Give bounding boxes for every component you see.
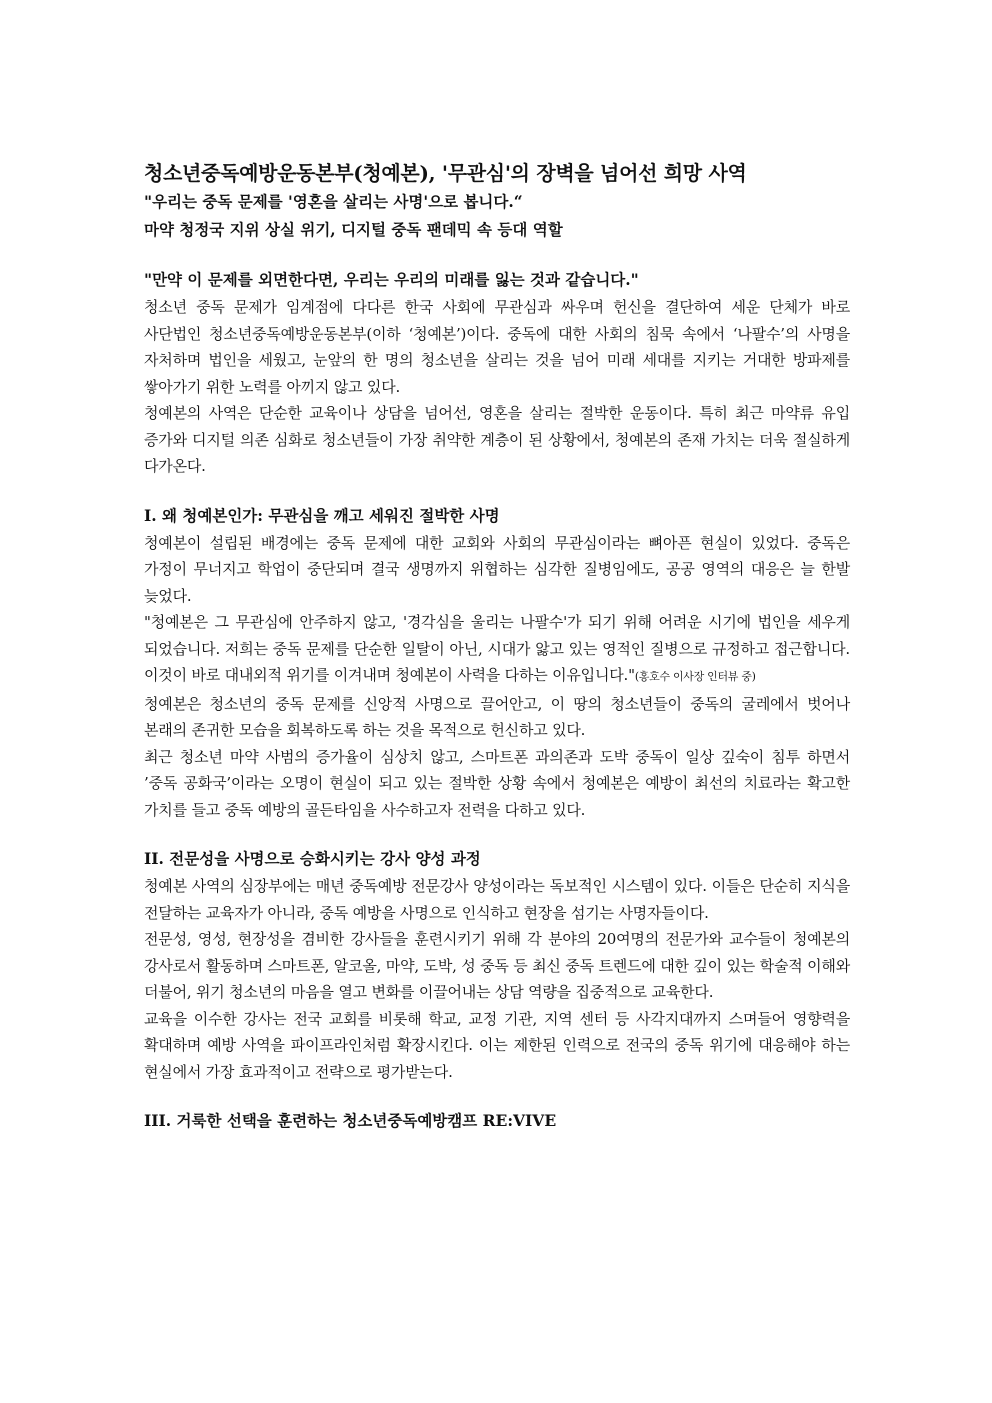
document-page xyxy=(144,158,850,1135)
spacer xyxy=(144,1085,850,1107)
section-heading-3: III. 거룩한 선택을 훈련하는 청소년중독예방캠프 RE:VIVE xyxy=(144,1111,557,1130)
interview-quote-source: (홍호수 이사장 인터뷰 중) xyxy=(634,670,756,683)
spacer xyxy=(144,823,850,845)
section1-paragraph: 청예본이 설립된 배경에는 중독 문제에 대한 교회와 사회의 무관심이라는 뼈아픈 현실이 있었다. 중독은 가정이 무너지고 학업이 중단되며 결국 생명까지 위협하는 심각한 질병임에도, 공공 영역의 대응은 늘 한발 늦었다. xyxy=(144,533,850,605)
section-heading-2: II. 전문성을 사명으로 승화시키는 강사 양성 과정 xyxy=(144,849,481,868)
section2-paragraph: 청예본 사역의 심장부에는 매년 중독예방 전문강사 양성이라는 독보적인 시스템이 있다. 이들은 단순히 지식을 전달하는 교육자가 아니라, 중독 예방을 사명으로 인식하고 현장을 섬기는 사명자들이다. xyxy=(144,877,850,922)
intro-paragraph: 청예본의 사역은 단순한 교육이나 상담을 넘어선, 영혼을 살리는 절박한 운동이다. 특히 최근 마약류 유입 증가와 디지털 의존 심화로 청소년들이 가장 취약한 계층이 된 상황에서, 청예본의 존재 가치는 더욱 절실하게 다가온다. xyxy=(144,404,850,475)
spacer xyxy=(144,244,850,266)
article-subtitle-tagline: 마약 청정국 지위 상실 위기, 디지털 중독 팬데믹 속 등대 역할 xyxy=(144,220,563,239)
section1-interview-quote xyxy=(144,609,850,691)
interview-quote-text: "청예본은 그 무관심에 안주하지 않고, '경각심을 울리는 나팔수'가 되기 위해 어려운 시기에 법인을 세우게 되었습니다. 저희는 중독 문제를 단순한 일탈이 아닌, 시대가 앓고 있는 영적인 질병으로 규정하고 접근합니다. 이것이 바로 대내외적 위기를 이겨내며 청예본이 사력을 다하는 이유입니다." xyxy=(144,613,850,684)
section-heading-1: I. 왜 청예본인가: 무관심을 깨고 세워진 절박한 사명 xyxy=(144,505,500,525)
section2-paragraph: 교육을 이수한 강사는 전국 교회를 비롯해 학교, 교정 기관, 지역 센터 등 사각지대까지 스며들어 영향력을 확대하며 예방 사역을 파이프라인처럼 확장시킨다. 이는 제한된 인력으로 전국의 중독 위기에 대응해야 하는 현실에서 가장 효과적이고 전략으로 평가받는다. xyxy=(144,1009,850,1081)
spacer xyxy=(144,480,850,502)
section1-paragraph: 청예본은 청소년의 중독 문제를 신앙적 사명으로 끌어안고, 이 땅의 청소년들이 중독의 굴레에서 벗어나 본래의 존귀한 모습을 회복하도록 하는 것을 목적으로 헌신하고 있다. xyxy=(144,694,850,739)
article-title: 청소년중독예방운동본부(청예본), '무관심'의 장벽을 넘어선 희망 사역 xyxy=(144,161,747,185)
article-subtitle-quote: "우리는 중독 문제를 '영혼을 살리는 사명'으로 봅니다.“ xyxy=(144,192,523,211)
section1-paragraph: 최근 청소년 마약 사범의 증가율이 심상치 않고, 스마트폰 과의존과 도박 중독이 일상 깊숙이 침투 하면서 ’중독 공화국’이라는 오명이 현실이 되고 있는 절박한 상황 속에서 청예본은 예방이 최선의 치료라는 확고한 가치를 들고 중독 예방의 골든타임을 사수하고자 전력을 다하고 있다. xyxy=(144,747,850,819)
section2-paragraph: 전문성, 영성, 현장성을 겸비한 강사들을 훈련시키기 위해 각 분야의 20여명의 전문가와 교수들이 청예본의 강사로서 활동하며 스마트폰, 알코올, 마약, 도박, 성 중독 등 최신 중독 트렌드에 대한 깊이 있는 학술적 이해와 더불어, 위기 청소년의 마음을 열고 변화를 이끌어내는 상담 역량을 집중적으로 교육한다. xyxy=(144,930,850,1001)
intro-paragraph: 청소년 중독 문제가 임계점에 다다른 한국 사회에 무관심과 싸우며 헌신을 결단하여 세운 단체가 바로 사단법인 청소년중독예방운동본부(이하 ‘청예본’)이다. 중독에 대한 사회의 침묵 속에서 ‘나팔수’의 사명을 자처하며 법인을 세웠고, 눈앞의 한 명의 청소년을 살리는 것을 넘어 미래 세대를 지키는 거대한 방파제를 쌓아가기 위한 노력를 아끼지 않고 있다. xyxy=(144,298,850,396)
intro-quote: "만약 이 문제를 외면한다면, 우리는 우리의 미래를 잃는 것과 같습니다." xyxy=(144,270,639,289)
